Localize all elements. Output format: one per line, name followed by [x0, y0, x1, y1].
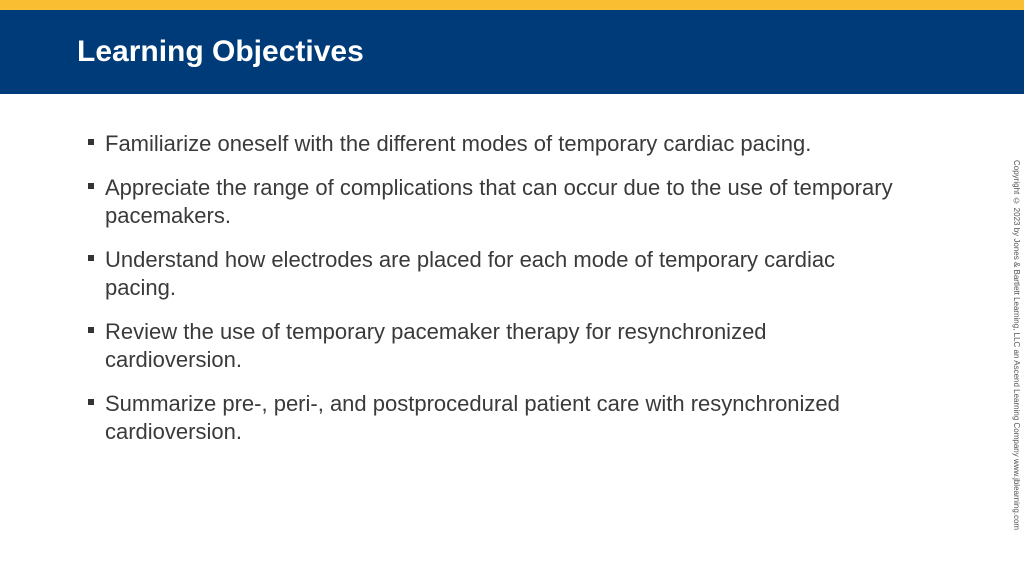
objectives-list	[86, 130, 906, 462]
objective-text: Review the use of temporary pacemaker therapy for resynchronized cardioversion.	[105, 319, 767, 372]
copyright-notice: Copyright © 2023 by Jones & Bartlett Learning, LLC an Ascend Learning Company www.jblearning.com	[1012, 160, 1021, 531]
objective-item	[86, 174, 906, 230]
square-bullet-icon	[88, 139, 94, 145]
objective-item	[86, 390, 906, 446]
square-bullet-icon	[88, 183, 94, 189]
objective-item	[86, 318, 906, 374]
objective-item	[86, 246, 906, 302]
square-bullet-icon	[88, 399, 94, 405]
square-bullet-icon	[88, 327, 94, 333]
accent-stripe	[0, 0, 1024, 10]
objective-text: Summarize pre-, peri-, and postprocedural patient care with resynchronized cardioversion.	[105, 391, 840, 444]
objective-text: Understand how electrodes are placed for each mode of temporary cardiac pacing.	[105, 247, 836, 300]
slide-title: Learning Objectives	[77, 35, 364, 68]
objective-text: Familiarize oneself with the different modes of temporary cardiac pacing.	[105, 131, 812, 156]
objective-item	[86, 130, 906, 158]
objective-text: Appreciate the range of complications that can occur due to the use of temporary pacemakers.	[105, 175, 893, 228]
square-bullet-icon	[88, 255, 94, 261]
